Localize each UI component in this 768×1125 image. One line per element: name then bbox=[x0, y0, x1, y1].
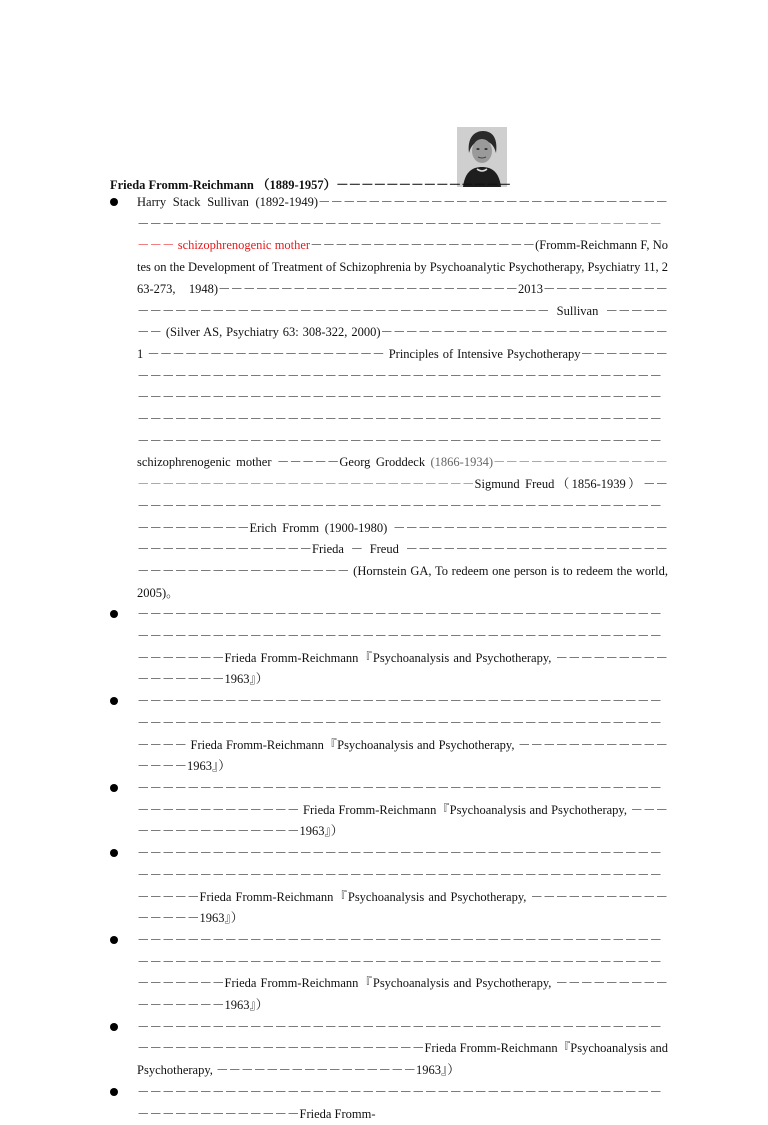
bullet-icon bbox=[110, 936, 118, 944]
list-item bbox=[110, 1082, 668, 1125]
highlighted-text: －－－－－－－－－－ schizophrenogenic mother bbox=[137, 216, 663, 253]
item-text: －－－－－－－－－－－－－－－－－－－－－－－－－－－－－－－－－－－－－－－－－－－－－－－－－－－－－－－Frieda Fromm- bbox=[137, 1084, 663, 1121]
bullet-icon bbox=[110, 198, 118, 206]
list-item bbox=[110, 778, 668, 843]
item-text: Harry Stack Sullivan (1892-1949)－－－－－－－－－－－－－－－－－－－－－－－－－－－－－－－－－－－－－－－－－－－－－－－－－－－－－－－－－－－－－－－ bbox=[137, 195, 668, 231]
bullet-list bbox=[110, 192, 668, 1125]
bullet-icon bbox=[110, 1088, 118, 1096]
item-text: －－－－－－－－－－－－－－－－－－－－－－－－－－－－－－－－－－－－－－－－－－－－－－－－－－－－－－－ Frieda Fromm-Reichmann『Psychoanalysis and Psychotherapy, －－－－－－－－－－－－－－－－1963』） bbox=[137, 780, 668, 839]
item-text: Sigmund Freud（1856-1939）－－－－－－－－－－－－－－－－－－－－－－－－－－－－－－－－－－－－－－－－－－－－－－－－－－－－－Erich Fromm (1900-1980) －－－－－－－－－－－－－－－－－－－－－－－－－－－－－－－－－－－－Frieda － Freud －－－－－－－－－－－－－－－－－－－－－－－－－－－－－－－－－－－－－－ (Hornstein GA, To redeem one person is to redeem the world, 2005)。 bbox=[137, 477, 668, 600]
list-item bbox=[110, 843, 668, 930]
list-item bbox=[110, 604, 668, 691]
item-text: －－－－－－－－－－－－－－－－－－－－－－－－－－－－－－－－－－－－－－－－－－－－－－－－－－－－－－－－－－－－－－－－－Frieda Fromm-Reichmann『Psychoanalysis and Psychotherapy, －－－－－－－－－－－－－－－－1963』） bbox=[137, 1019, 668, 1078]
bullet-icon bbox=[110, 849, 118, 857]
item-text: －－－－－－－－－－－－－－－－－－－－－－－－－－－－－－－－－－－－－－－－－－－－－－－－－－－－－－－－－－－－－－－－－－－－－－－－－－－－－－－－－－－－－－－－－Frieda Fromm-Reichmann『Psychoanalysis and Psychotherapy, －－－－－－－－－－－－－－－－1963』） bbox=[137, 846, 668, 926]
list-item bbox=[110, 691, 668, 778]
item-text: －－－－－－－－－－－－－－－－－－－－－－－－－－－－－－－－－－－－－－－－－－－－－－－－－－－－－－－－－－－－－－－－－－－－－－－－－－－－－－－－－－－－－－－－ Frieda Fromm-Reichmann『Psychoanalysis and Psychotherapy, －－－－－－－－－－－－－－－－1963』） bbox=[137, 694, 668, 774]
list-item bbox=[110, 1017, 668, 1082]
bullet-icon bbox=[110, 784, 118, 792]
item-text: －－－－－－－－－－－－－－－－－－(Fromm-Reichmann F, Notes on the Development of Treatment of Schizophrenia by Psychoanalytic Psychotherapy, Psychiatry 11, 263-273, 1948)－－－－－－－－－－－－－－－－－－－－－－－－2013－－－－－－－－－－－－－－－－－－－－－－－－－－－－－－－－－－－－－－－－－－－ Sullivan －－－－－－－ (Silver AS, Psychiatry 63: 308-322, 2000)－－－－－－－－－－－－－－－－－－－－－－－ 1 －－－－－－－－－－－－－－－－－－－ Principles of Intensive Psychotherapy－－－－－－－－－－－－－－－－－－－－－－－－－－－－－－－－－－－－－－－－－－－－－－－－－－－－－－－－－－－－－－－－－－－－－－－－－－－－－－－－－－－－－－－－－－－－－－－－－－－－－－－－－－－－－－－－－－－－－－－－－－－－－－－－－－－－－－－－－－－－－－－－－－－－－－－－－－－－－－－－－－－－－－－－－－－－－－－ schizophrenogenic mother －－－－－Georg Groddeck bbox=[137, 238, 669, 470]
list-item bbox=[110, 930, 668, 1017]
item-text: －－－－－－－－－－－－－－－－－－－－－－－－－－－－－－－－－－－－－－－－－－－－－－－－－－－－－－－－－－－－－－－－－－－－－－－－－－－－－－－－－－－－－－－－－－－Frieda Fromm-Reichmann『Psychoanalysis and Psychotherapy, －－－－－－－－－－－－－－－－1963』） bbox=[137, 932, 668, 1013]
page-title: Frieda Fromm-Reichmann （1889-1957）－－－－－－－－－－－－－－ bbox=[110, 178, 512, 192]
bullet-icon bbox=[110, 610, 118, 618]
muted-text: (1866-1934)－－－－－－－－－－－－－－－－－－－－－－－－－－－－－－－－－－－－－－－－－ bbox=[137, 455, 668, 492]
item-text: －－－－－－－－－－－－－－－－－－－－－－－－－－－－－－－－－－－－－－－－－－－－－－－－－－－－－－－－－－－－－－－－－－－－－－－－－－－－－－－－－－－－－－－－－－－Frieda Fromm-Reichmann『Psychoanalysis and Psychotherapy, －－－－－－－－－－－－－－－－1963』） bbox=[137, 607, 668, 687]
list-item bbox=[110, 192, 668, 604]
bullet-icon bbox=[110, 697, 118, 705]
